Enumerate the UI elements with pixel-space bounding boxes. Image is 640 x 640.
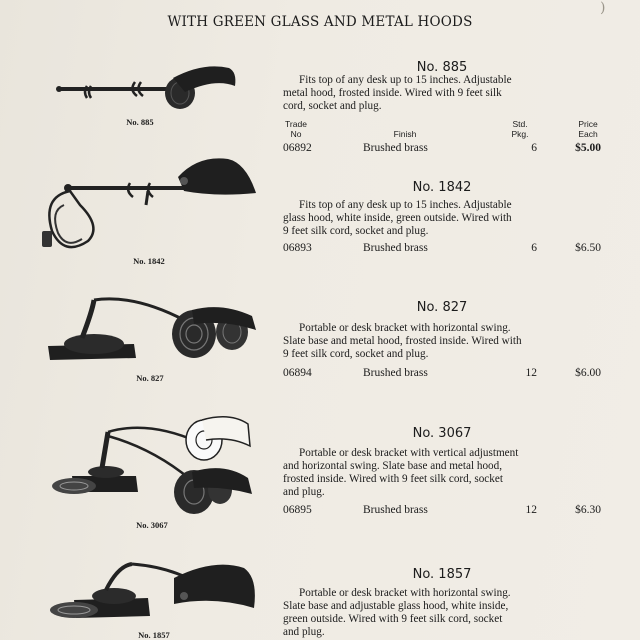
finish: Brushed brass [363, 504, 428, 516]
description-line: Portable or desk bracket with vertical adjustment [299, 447, 519, 459]
lamp-1842-caption: No. 1842 [133, 256, 165, 266]
description-line: cord, socket and plug. [283, 100, 382, 112]
table-row [283, 242, 603, 256]
standard-package: 6 [531, 142, 537, 154]
header-trade-no [281, 120, 311, 139]
description-line: and plug. [283, 486, 325, 498]
description-line: Slate base and metal hood, frosted inside. Wired with [283, 335, 522, 347]
product-1857-title: No. 1857 [412, 567, 472, 582]
product-3067-title: No. 3067 [412, 426, 472, 441]
description-line: 9 feet silk cord, socket and plug. [283, 348, 429, 360]
header-price-line: Each [578, 128, 598, 139]
finish: Brushed brass [363, 142, 428, 154]
description-line: metal hood, frosted inside. Wired with 9 feet silk [283, 87, 502, 99]
lamp-1857-illustration [44, 560, 260, 630]
product-827-description [283, 322, 603, 361]
description-line: Slate base and adjustable glass hood, white inside, [283, 600, 509, 612]
header-price-line: Price [578, 119, 598, 129]
description-line: and plug. [283, 626, 325, 638]
lamp-3067-caption: No. 3067 [136, 520, 168, 530]
price: $6.50 [575, 242, 601, 254]
description-line: Portable or desk bracket with horizontal swing. [299, 322, 511, 334]
header-trade-line: Trade [285, 119, 307, 129]
table-row [283, 367, 603, 381]
header-std-pkg [505, 120, 535, 139]
table-row [283, 504, 603, 518]
product-1842-description [283, 199, 603, 238]
product-1857-description [283, 587, 603, 639]
description-line: Fits top of any desk up to 15 inches. Adjustable [299, 74, 512, 86]
trade-number: 06894 [283, 367, 312, 379]
description-line: Fits top of any desk up to 15 inches. Adjustable [299, 199, 512, 211]
description-line: frosted inside. Wired with 9 feet silk cord, socket [283, 473, 503, 485]
trade-number: 06893 [283, 242, 312, 254]
price: $6.00 [575, 367, 601, 379]
header-finish: Finish [393, 129, 417, 139]
lamp-827-illustration [44, 292, 260, 372]
standard-package: 6 [531, 242, 537, 254]
price: $6.30 [575, 504, 601, 516]
header-pkg-line: Pkg. [511, 128, 529, 139]
product-827-title: No. 827 [416, 300, 468, 315]
description-line: and horizontal swing. Slate base and metal hood, [283, 460, 503, 472]
lamp-3067-illustration [44, 410, 260, 520]
lamp-885-illustration [55, 60, 240, 115]
page-heading: WITH GREEN GLASS AND METAL HOODS [167, 14, 473, 30]
lamp-827-caption: No. 827 [136, 373, 164, 383]
description-line: glass hood, white inside, green outside. Wired with [283, 212, 512, 224]
finish: Brushed brass [363, 367, 428, 379]
header-price-each [570, 120, 606, 139]
product-1842-title: No. 1842 [412, 180, 472, 195]
trade-number: 06895 [283, 504, 312, 516]
table-row [283, 142, 603, 156]
lamp-885-caption: No. 885 [126, 117, 154, 127]
description-line: 9 feet silk cord, socket and plug. [283, 225, 429, 237]
price: $5.00 [575, 142, 601, 154]
corner-mark: ) [600, 0, 606, 16]
product-885-description [283, 74, 603, 113]
product-885-title: No. 885 [416, 60, 468, 75]
standard-package: 12 [525, 504, 537, 516]
description-line: green outside. Wired with 9 feet silk cord, socket [283, 613, 503, 625]
header-trade-line: No [290, 128, 302, 139]
description-line: Portable or desk bracket with horizontal swing. [299, 587, 511, 599]
trade-number: 06892 [283, 142, 312, 154]
standard-package: 12 [525, 367, 537, 379]
finish: Brushed brass [363, 242, 428, 254]
lamp-1842-illustration [38, 155, 260, 255]
header-pkg-line: Std. [512, 119, 528, 129]
lamp-1857-caption: No. 1857 [138, 630, 170, 640]
product-3067-description [283, 447, 603, 499]
